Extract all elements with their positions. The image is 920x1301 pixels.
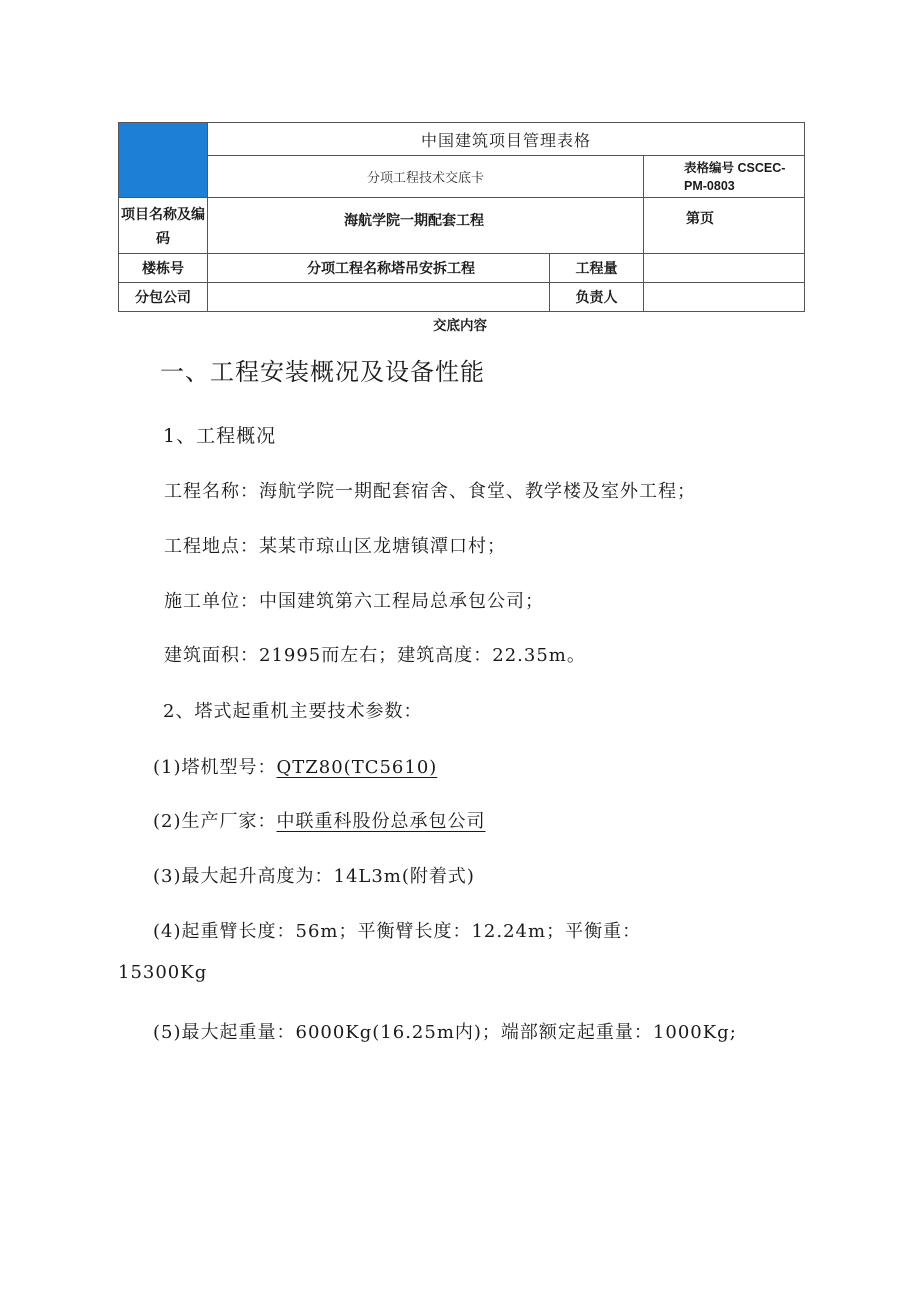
- subcontractor-value: [208, 283, 550, 312]
- form-code: [644, 156, 805, 198]
- overview-line: 建筑面积：21995而左右；建筑高度：22.35m。: [164, 645, 586, 666]
- param-item-2: [153, 807, 486, 833]
- form-code-label: 表格编号 CSCEC-: [684, 160, 786, 175]
- param-item-5: (5)最大起重量：6000Kg(16.25m内)；端部额定起重量：1000Kg;: [153, 1022, 737, 1043]
- project-name: 海航学院一期配套工程: [208, 198, 644, 254]
- responsible-label: 负责人: [550, 283, 644, 312]
- param-item-3: (3)最大起升高度为：14L3m(附着式): [153, 866, 475, 887]
- responsible-value: [644, 283, 805, 312]
- param-item-4: (4)起重臂长度：56m；平衡臂长度：12.24m；平衡重：: [153, 921, 642, 942]
- overview-line: 工程名称：海航学院一期配套宿舍、食堂、教学楼及室外工程；: [164, 481, 696, 502]
- subproject-label: 分项工程名称塔吊安拆工程: [208, 254, 550, 283]
- subcontractor-label: 分包公司: [119, 283, 208, 312]
- project-label: 项目名称及编码: [119, 198, 208, 254]
- overview-heading: 1、工程概况: [163, 425, 277, 447]
- param-item-1-value: QTZ80(TC5610): [276, 757, 438, 778]
- overview-line: 工程地点：某某市琼山区龙塘镇潭口村；: [164, 536, 506, 557]
- overview-line: 施工单位：中国建筑第六工程局总承包公司；: [164, 591, 544, 612]
- param-item-1: [153, 753, 437, 779]
- page-label: 第页: [644, 198, 805, 254]
- quantity-value: [644, 254, 805, 283]
- param-item-1-label: (1)塔机型号：: [153, 757, 277, 778]
- form-subtitle: 分项工程技术交底卡: [208, 156, 644, 198]
- form-title: 中国建筑项目管理表格: [208, 123, 805, 156]
- param-item-2-label: (2)生产厂家：: [153, 811, 277, 832]
- building-label: 楼栋号: [119, 254, 208, 283]
- form-code-suffix: PM-0803: [684, 178, 735, 193]
- heading-level-1: 一、工程安装概况及设备性能: [160, 358, 485, 386]
- param-item-4-continued: 15300Kg: [118, 962, 208, 983]
- quantity-label: 工程量: [550, 254, 644, 283]
- company-logo-block: [119, 123, 208, 198]
- param-item-2-value: 中联重科股份总承包公司: [276, 811, 486, 832]
- params-heading: 2、塔式起重机主要技术参数：: [163, 701, 423, 722]
- header-form-table: [118, 122, 805, 312]
- section-title: 交底内容: [433, 318, 487, 333]
